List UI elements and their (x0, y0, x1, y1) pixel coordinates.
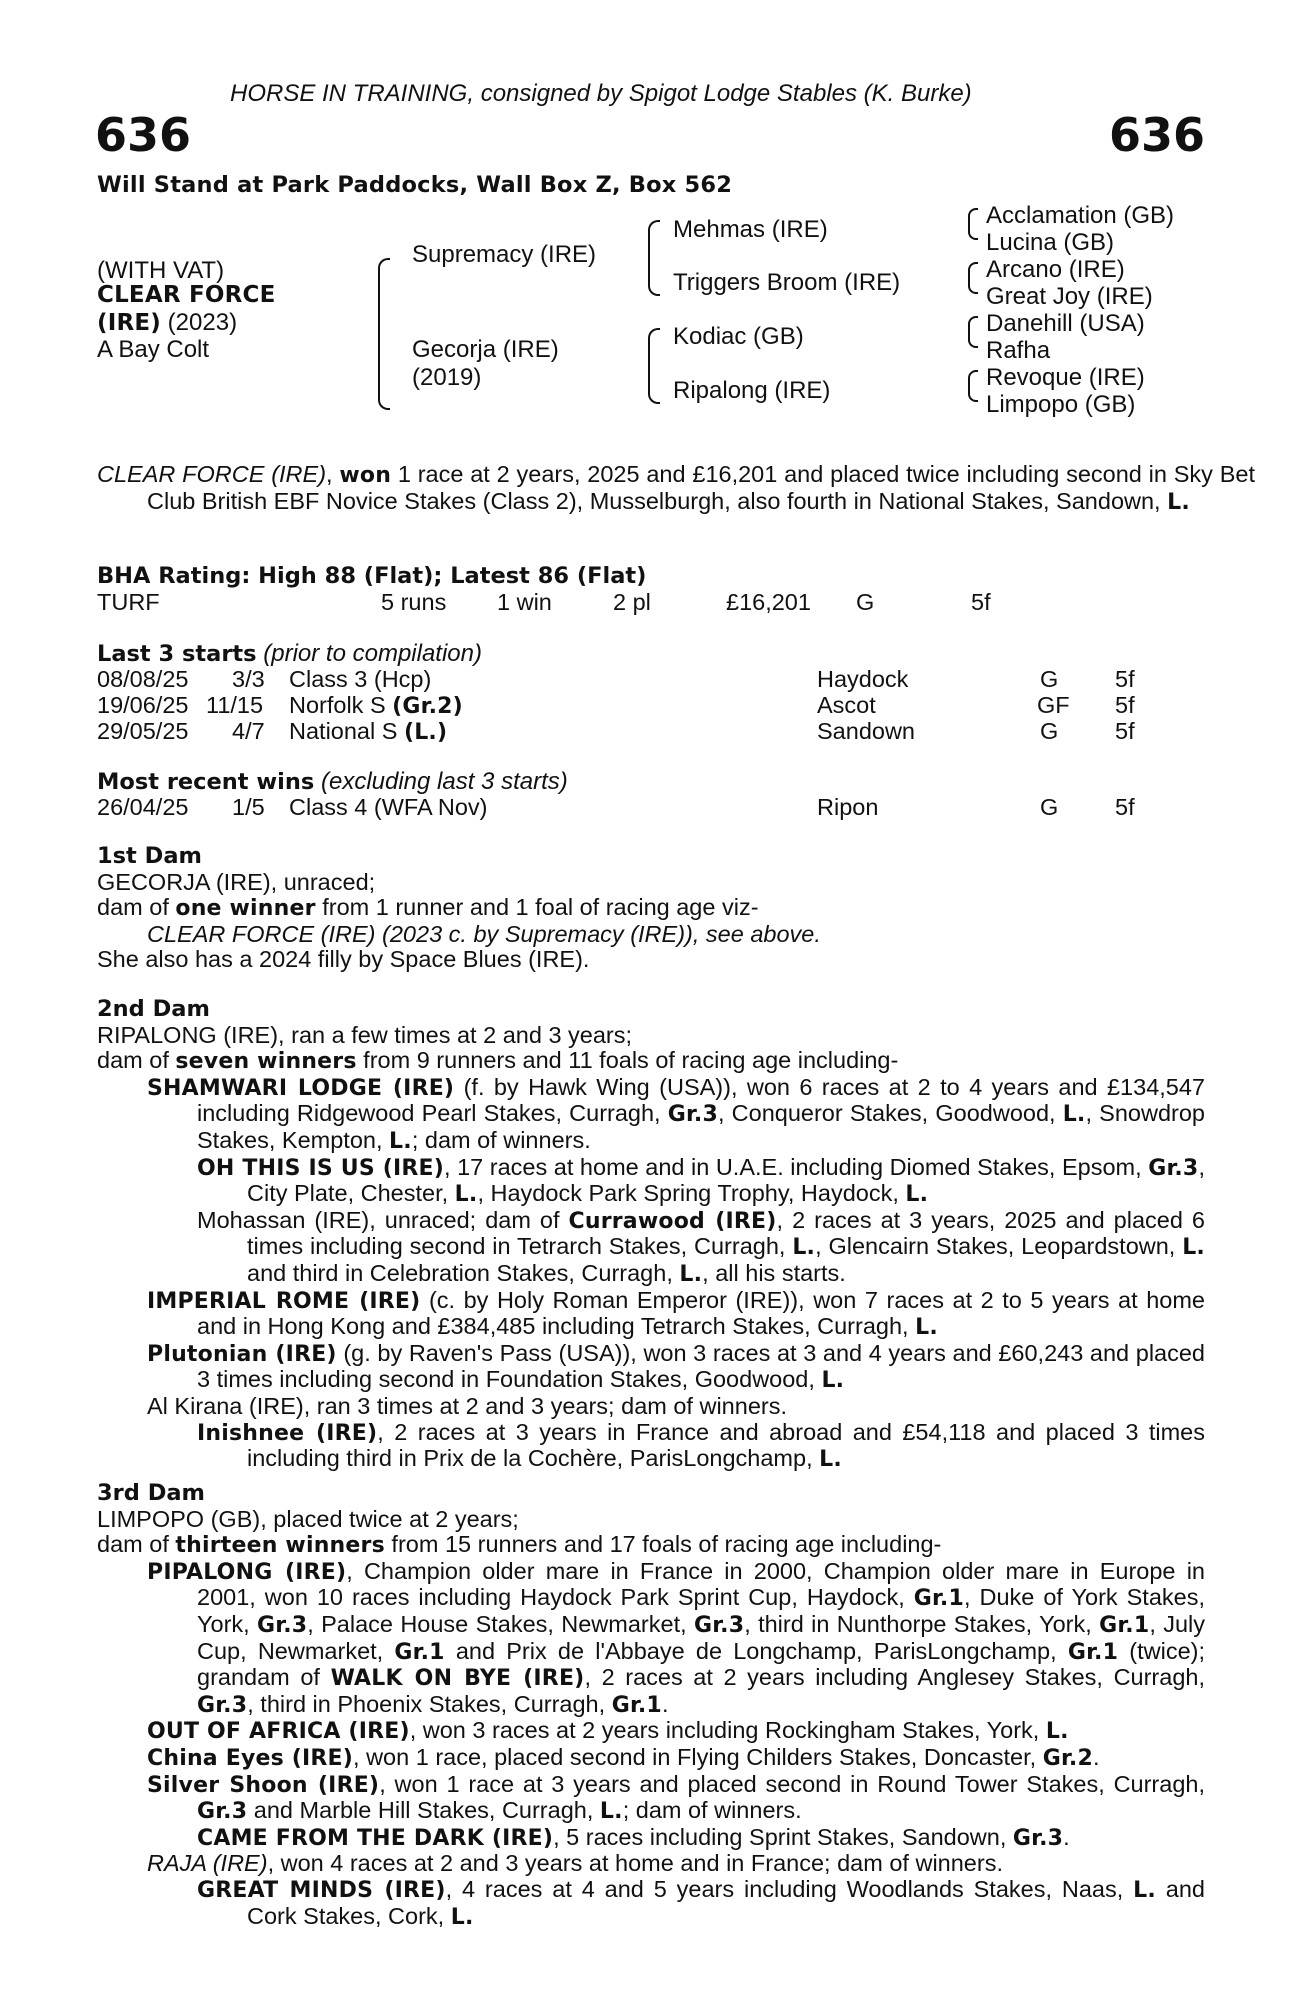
grade: Gr.3 (1148, 1155, 1199, 1181)
row-position: 3/3 (232, 666, 265, 692)
text: (2023 c. by Supremacy (IRE)), see above. (375, 920, 821, 947)
second-dam-heading: 2nd Dam (97, 996, 210, 1022)
rating-surface: TURF (97, 589, 160, 615)
row-race: Class 4 (WFA Nov) (289, 794, 488, 820)
text: , City Plate, Chester, (247, 1153, 1205, 1207)
pedigree-dsd: Rafha (986, 337, 1051, 364)
text: , won 1 race, placed second in Flying Childers Stakes, Doncaster, (353, 1743, 1043, 1770)
list-item (97, 1288, 1205, 1341)
grade: Gr.1 (394, 1639, 445, 1665)
progeny-name: RAJA (IRE) (147, 1850, 268, 1877)
third-dam-line-2 (97, 1532, 1205, 1559)
grade: Gr.3 (257, 1612, 308, 1638)
row-distance: 5f (1115, 666, 1135, 692)
row-race (289, 692, 463, 719)
grade: Gr.1 (1099, 1612, 1150, 1638)
list-item (97, 1559, 1205, 1719)
third-dam-section (97, 1481, 1205, 1930)
summary-text-2: second in Sky Bet Club British EBF Novice Stakes (Class 2), Musselburgh, also fourth in (147, 461, 1256, 514)
consignment-line: HORSE IN TRAINING, consigned by Spigot Lodge Stables (K. Burke) (230, 80, 972, 107)
first-dam-line-4: She also has a 2024 filly by Space Blues (IRE). (97, 946, 590, 973)
pedigree-dam-year: (2019) (412, 364, 482, 391)
progeny-name: IMPERIAL ROME (IRE) (147, 1288, 421, 1314)
text: and third in Celebration Stakes, Curragh, (247, 1259, 680, 1286)
grade: L. (915, 1315, 938, 1341)
row-distance: 5f (1115, 718, 1135, 744)
text: Al Kirana (IRE), ran 3 times at 2 and 3 years; dam of winners. (147, 1392, 787, 1419)
winner-count: thirteen winners (175, 1533, 385, 1559)
list-item (97, 1851, 1205, 1877)
grade: Gr.2 (1042, 1745, 1093, 1771)
pedigree-ddd: Limpopo (GB) (986, 391, 1136, 418)
row-grade: (L.) (403, 720, 448, 745)
text: , won 3 races at 2 years including Rockingham Stakes, York, (409, 1717, 1046, 1744)
dam-brace (648, 328, 660, 404)
grade: L. (450, 1904, 474, 1930)
text: (c. by Holy Roman Emperor (IRE)), won 7 races at 2 to 5 years at home and in Hong Kong and £384,485 including Tetrarch Stakes, Curragh, (197, 1286, 1205, 1340)
row-going: G (1040, 718, 1059, 744)
text: (twice); grandam of (197, 1637, 1206, 1691)
list-item (97, 1394, 1205, 1420)
grade: L. (1062, 1102, 1086, 1128)
rating-runs: 5 runs (381, 589, 447, 615)
row-race-text: Norfolk S (289, 692, 393, 718)
text: , third in Nunthorpe Stakes, York, (744, 1610, 1100, 1637)
text: , 2 races at 2 years including Anglesey Stakes, Curragh, (584, 1664, 1205, 1691)
text: and Marble Hill Stakes, Curragh, (247, 1797, 600, 1824)
grade: L. (599, 1799, 623, 1825)
first-dam-line-3 (97, 922, 1205, 948)
row-date: 29/05/25 (97, 718, 189, 744)
row-race (289, 718, 447, 745)
grade: Gr.3 (1012, 1825, 1064, 1851)
text: , won 4 races at 2 and 3 years at home and in France; dam of winners. (267, 1850, 1003, 1877)
list-item (97, 1420, 1205, 1473)
winner-count: seven winners (175, 1049, 357, 1075)
pedigree-sire-sire: Mehmas (IRE) (673, 216, 828, 243)
text: from 9 runners and 11 foals of racing age including- (356, 1047, 899, 1074)
row-going: G (1040, 794, 1059, 820)
pedigree-ssd: Lucina (GB) (986, 229, 1115, 256)
second-dam-section (97, 997, 1205, 1473)
progeny-name: China Eyes (IRE) (147, 1745, 354, 1771)
wins-heading-line (97, 768, 568, 796)
last3-heading: Last 3 starts (97, 641, 257, 667)
progeny-name: CLEAR FORCE (IRE) (147, 920, 376, 947)
list-item (97, 1772, 1205, 1825)
row-race (289, 666, 431, 693)
brace-3a (968, 208, 978, 240)
progeny-name: OUT OF AFRICA (IRE) (147, 1719, 410, 1745)
grade: L. (905, 1182, 929, 1208)
second-dam-line-1: RIPALONG (IRE), ran a few times at 2 and 3 years; (97, 1021, 633, 1048)
row-position: 4/7 (232, 718, 265, 744)
lot-number-left: 636 (95, 108, 192, 162)
horse-description: A Bay Colt (97, 336, 210, 363)
last3-heading-line (97, 640, 482, 668)
text: , Glencairn Stakes, Leopardstown, (815, 1233, 1183, 1260)
row-grade: (Gr.2) (392, 694, 463, 719)
summary-text-3: National Stakes, Sandown, (878, 487, 1168, 514)
text: dam of (97, 1047, 176, 1074)
row-date: 26/04/25 (97, 794, 189, 820)
text: , all his starts. (702, 1259, 846, 1286)
text: dam of (97, 1531, 176, 1558)
pedigree-brace (378, 258, 390, 410)
progeny-name: GREAT MINDS (IRE) (197, 1877, 446, 1903)
rating-wins: 1 win (497, 589, 552, 615)
grade: L. (1045, 1719, 1069, 1745)
row-race-text: Class 3 (Hcp) (289, 666, 432, 692)
horse-summary: CLEAR FORCE (IRE), won 1 race at 2 years, 2025 and £16,201 and placed twice including second in Sky Bet Club British EBF Novice Stakes (Class 2), Musselburgh, also fourth in National Stakes, Sandown, L. (97, 461, 1256, 515)
grade: Gr.3 (693, 1612, 745, 1638)
first-dam-line-2 (97, 895, 1205, 922)
text: from 1 runner and 1 foal of racing age viz- (315, 894, 759, 921)
row-position: 11/15 (206, 692, 264, 718)
progeny-name: OH THIS IS US (IRE) (197, 1155, 445, 1181)
stand-location: Will Stand at Park Paddocks, Wall Box Z, Box 562 (97, 172, 733, 198)
progeny-name: SHAMWARI LODGE (IRE) (147, 1075, 455, 1101)
row-going: G (1040, 666, 1059, 692)
sire-brace (648, 220, 660, 296)
grade: Gr.1 (1067, 1639, 1119, 1665)
pedigree-sds: Arcano (IRE) (986, 256, 1125, 283)
text: and Prix de l'Abbaye de Longchamp, ParisLongchamp, (444, 1637, 1068, 1664)
pedigree-dam: Gecorja (IRE) (412, 336, 559, 363)
text: . (1063, 1823, 1070, 1850)
first-dam-section (97, 844, 1205, 973)
grade: L. (821, 1368, 845, 1394)
summary-listed: L. (1167, 489, 1190, 515)
grade: Gr.1 (913, 1586, 965, 1612)
text: , 2 races at 3 years in France and abroad and £54,118 and placed 3 times including third in Prix de la Cochère, ParisLongchamp, (247, 1418, 1206, 1472)
grade: L. (679, 1261, 703, 1287)
text: , third in Phoenix Stakes, Curragh, (247, 1690, 612, 1717)
list-item (97, 1718, 1205, 1745)
row-race-text: National S (289, 718, 404, 744)
text: , 2 races at 3 years, 2025 and placed 6 times including second in Tetrarch Stakes, Curragh, (247, 1206, 1205, 1260)
pedigree-dam-dam: Ripalong (IRE) (673, 377, 831, 404)
brace-3b (968, 262, 978, 294)
pedigree-sire-dam: Triggers Broom (IRE) (673, 269, 901, 296)
text: , Haydock Park Spring Trophy, Haydock, (477, 1180, 906, 1207)
summary-won: won (339, 463, 392, 488)
progeny-name: Plutonian (IRE) (147, 1341, 337, 1367)
pedigree-dam-sire: Kodiac (GB) (673, 323, 804, 350)
row-date: 19/06/25 (97, 692, 189, 718)
summary-text-1: 1 race at 2 years, 2025 and £16,201 and placed twice including (391, 461, 1060, 487)
wins-heading: Most recent wins (97, 769, 315, 795)
third-dam-heading: 3rd Dam (97, 1480, 205, 1506)
row-date: 08/08/25 (97, 666, 189, 692)
horse-suffix: (IRE) (97, 310, 162, 336)
first-dam-heading: 1st Dam (97, 843, 202, 869)
pedigree-dss: Danehill (USA) (986, 310, 1145, 337)
horse-year: (2023) (161, 309, 238, 336)
pedigree-sss: Acclamation (GB) (986, 202, 1175, 229)
text: , Palace House Stakes, Newmarket, (307, 1610, 694, 1637)
grade: L. (389, 1128, 412, 1154)
rating-heading: BHA Rating: High 88 (Flat); Latest 86 (Flat) (97, 563, 647, 589)
winner-count: one winner (175, 896, 316, 922)
text: , July Cup, Newmarket, (197, 1610, 1205, 1664)
text: , Snowdrop Stakes, Kempton, (197, 1100, 1205, 1153)
list-item (97, 1825, 1205, 1852)
row-distance: 5f (1115, 692, 1135, 718)
rating-distance: 5f (971, 589, 991, 615)
list-item (97, 1208, 1205, 1288)
second-dam-line-2 (97, 1048, 1205, 1075)
progeny-name: Silver Shoon (IRE) (147, 1772, 380, 1798)
grade: L. (454, 1182, 478, 1208)
text: , Duke of York Stakes, York, (197, 1584, 1206, 1637)
text: (f. by Hawk Wing (USA)), won 6 races at 2 to 4 years and £134,547 including Ridgewood Pearl Stakes, Curragh, (197, 1073, 1206, 1127)
grade: L. (1133, 1877, 1156, 1903)
text: , 17 races at home and in U.A.E. including Diomed Stakes, Epsom, (444, 1153, 1149, 1180)
horse-name: CLEAR FORCE (97, 282, 276, 308)
row-course: Ascot (817, 692, 876, 718)
rating-placed: 2 pl (613, 589, 651, 615)
last3-note: (prior to compilation) (256, 640, 482, 667)
grade: Gr.3 (197, 1692, 248, 1718)
pedigree-dds: Revoque (IRE) (986, 364, 1145, 391)
row-position: 1/5 (232, 794, 265, 820)
list-item (97, 1155, 1205, 1208)
text: . (661, 1690, 669, 1717)
text: dam of (97, 894, 176, 921)
text: , 4 races at 4 and 5 years including Woodlands Stakes, Naas, (445, 1875, 1134, 1902)
text: , Champion older mare in France in 2000, Champion older mare in Europe in 2001, won 10 races including Haydock Park Sprint Cup, Haydock, (197, 1557, 1205, 1611)
grade: L. (819, 1447, 842, 1473)
summary-name: CLEAR FORCE (IRE) (97, 461, 327, 487)
row-course: Haydock (817, 666, 909, 692)
brace-3d (968, 370, 978, 402)
pedigree-sire: Supremacy (IRE) (412, 241, 597, 268)
text: ; dam of winners. (411, 1126, 591, 1153)
list-item (97, 1877, 1205, 1930)
list-item (97, 1745, 1205, 1772)
progeny-name: Currawood (IRE) (568, 1208, 777, 1234)
vat-label: (WITH VAT) (97, 257, 225, 284)
pedigree-sdd: Great Joy (IRE) (986, 283, 1153, 310)
row-distance: 5f (1115, 794, 1135, 820)
wins-note: (excluding last 3 starts) (314, 768, 568, 795)
row-course: Ripon (817, 794, 879, 820)
text: and Cork Stakes, Cork, (247, 1875, 1205, 1929)
text: . (1092, 1743, 1100, 1770)
list-item (97, 1341, 1205, 1394)
text: Mohassan (IRE), unraced; dam of (197, 1206, 569, 1233)
progeny-name: Inishnee (IRE) (197, 1420, 378, 1446)
list-item (97, 1075, 1205, 1155)
row-going: GF (1037, 692, 1070, 718)
progeny-name: PIPALONG (IRE) (147, 1559, 347, 1585)
row-course: Sandown (817, 718, 915, 744)
text: from 15 runners and 17 foals of racing age including- (384, 1531, 942, 1558)
rating-earnings: £16,201 (726, 589, 811, 615)
text: ; dam of winners. (622, 1797, 802, 1824)
text: (g. by Raven's Pass (USA)), won 3 races at 3 and 4 years and £60,243 and placed 3 times including second in Foundation Stakes, Goodwood, (197, 1339, 1205, 1393)
brace-3c (968, 316, 978, 348)
grade: Gr.3 (197, 1799, 248, 1825)
progeny-name: CAME FROM THE DARK (IRE) (197, 1825, 554, 1851)
third-dam-line-1: LIMPOPO (GB), placed twice at 2 years; (97, 1505, 519, 1532)
progeny-name: WALK ON BYE (IRE) (330, 1666, 585, 1692)
rating-going: G (856, 589, 875, 615)
grade: L. (792, 1235, 816, 1261)
grade: L. (1182, 1235, 1205, 1261)
text: , won 1 race at 3 years and placed second in Round Tower Stakes, Curragh, (379, 1770, 1205, 1797)
grade: Gr.3 (667, 1102, 718, 1128)
first-dam-line-1: GECORJA (IRE), unraced; (97, 868, 376, 895)
text: , Conqueror Stakes, Goodwood, (717, 1100, 1063, 1127)
text: , 5 races including Sprint Stakes, Sandown, (553, 1823, 1013, 1850)
lot-number-right: 636 (1108, 108, 1205, 162)
grade: Gr.1 (611, 1692, 662, 1718)
